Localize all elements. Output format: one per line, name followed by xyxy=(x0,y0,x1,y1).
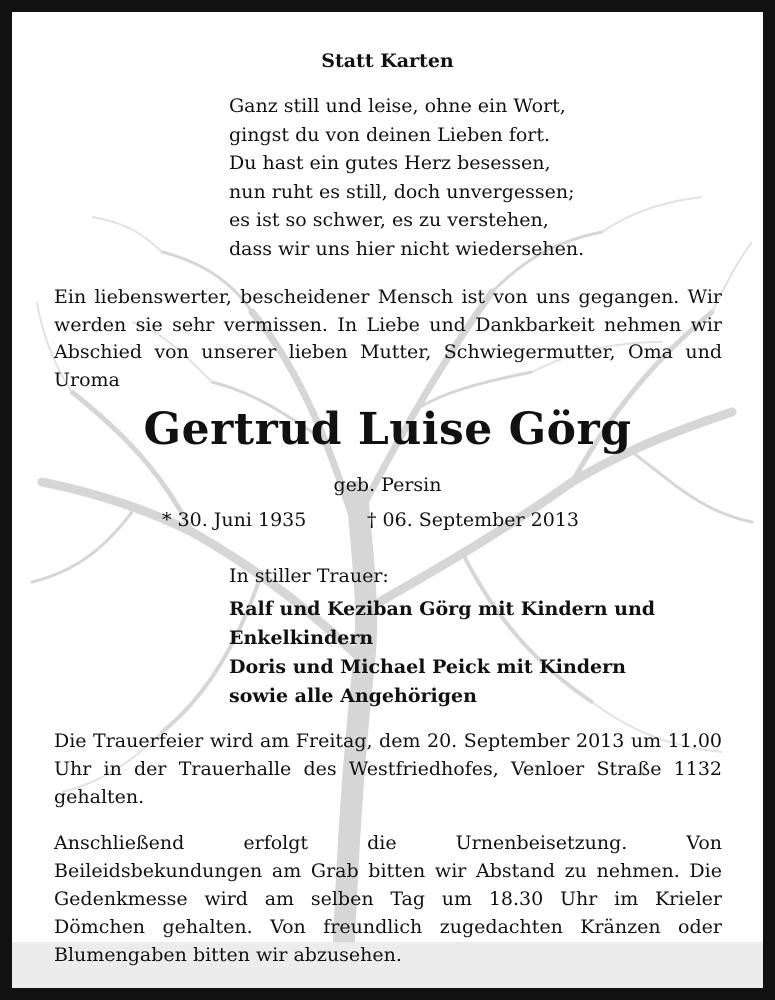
birth-name: geb. Persin xyxy=(333,474,442,496)
mourner-line: Enkelkindern xyxy=(229,627,374,649)
mourner-line: Doris und Michael Peick mit Kindern xyxy=(229,656,626,678)
mourner-line: sowie alle Angehörigen xyxy=(229,685,477,707)
poem-line: Ganz still und leise, ohne ein Wort, xyxy=(229,95,566,117)
birth-date: * 30. Juni 1935 xyxy=(162,509,307,531)
deceased-name: Gertrud Luise Görg xyxy=(143,404,632,455)
mourners-label: In stiller Trauer: xyxy=(229,565,389,587)
poem-line: gingst du von deinen Lieben fort. xyxy=(229,123,551,146)
ceremony-paragraph: Die Trauerfeier wird am Freitag, dem 20. September 2013 um 11.00 Uhr in der Trauerhalle des Westfriedhofes, Venloer Straße 1132 gehalten. xyxy=(54,730,722,808)
mourners-block xyxy=(229,562,655,711)
notice-header: Statt Karten xyxy=(321,50,454,72)
poem-line: nun ruht es still, doch unvergessen; xyxy=(229,180,575,203)
poem-line: dass wir uns hier nicht wiedersehen. xyxy=(229,237,585,260)
death-date: † 06. September 2013 xyxy=(367,509,579,531)
intro-paragraph: Ein liebenswerter, bescheidener Mensch ist von uns gegangen. Wir werden sie sehr vermissen. In Liebe und Dankbarkeit nehmen wir Abschied von unserer lieben Mutter, Schwiegermutter, Oma und Uroma xyxy=(54,286,722,391)
mourner-line: Ralf und Keziban Görg mit Kindern und xyxy=(229,598,656,620)
poem xyxy=(229,92,584,263)
poem-line: Du hast ein gutes Herz besessen, xyxy=(229,152,551,174)
mourners-family-list xyxy=(229,595,655,711)
poem-line: es ist so schwer, es zu verstehen, xyxy=(229,209,549,231)
urn-burial-paragraph: Anschließend erfolgt die Urnenbeisetzung. Von Beileidsbekundungen am Grab bitten wir Abstand zu nehmen. Die Gedenkmesse wird am selben Tag um 18.30 Uhr im Krieler Dömchen gehalten. Von freundlich zugedachten Kränzen oder Blumengaben bitten wir abzusehen. xyxy=(54,832,722,966)
